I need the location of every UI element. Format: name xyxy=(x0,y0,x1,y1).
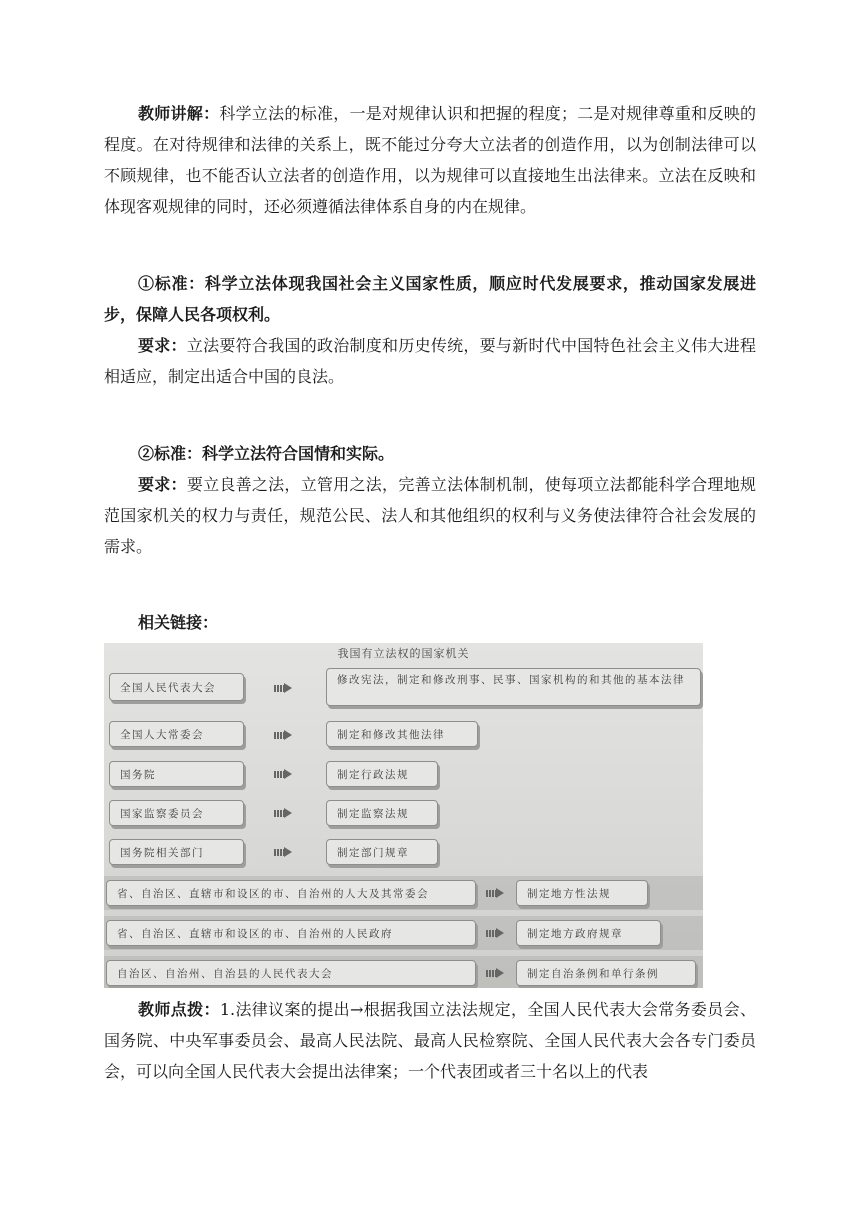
power-box: 制定自治条例和单行条例 xyxy=(516,960,696,986)
power-box: 制定和修改其他法律 xyxy=(326,721,478,747)
power-box: 制定监察法规 xyxy=(326,800,438,826)
related-links-label: 相关链接： xyxy=(138,613,219,632)
arrow-icon xyxy=(486,888,506,898)
organ-box: 省、自治区、直辖市和设区的市、自治州的人大及其常委会 xyxy=(106,880,476,906)
power-box: 制定行政法规 xyxy=(326,761,438,787)
requirement-2-label: 要求： xyxy=(138,475,187,494)
arrow-icon xyxy=(486,968,506,978)
teacher-explanation-text: 科学立法的标准，一是对规律认识和把握的程度；二是对规律尊重和反映的程度。在对待规律和法律的关系上，既不能过分夸大立法者的创造作用，以为创制法律可以不顾规律，也不能否认立法者的创造作用，以为规律可以直接地生出法律来。立法在反映和体现客观规律的同时，还必须遵循法律体系自身的内在规律。 xyxy=(104,104,756,216)
organ-box: 国务院 xyxy=(109,761,244,787)
standard-1-heading: ①标准：科学立法体现我国社会主义国家性质，顺应时代发展要求，推动国家发展进步，保障人民各项权利。 xyxy=(104,274,756,324)
requirement-1-text: 立法要符合我国的政治制度和历史传统，要与新时代中国特色社会主义伟大进程相适应，制定出适合中国的良法。 xyxy=(104,336,756,386)
teacher-tip-label: 教师点拨： xyxy=(138,1000,220,1019)
legislative-organs-chart-photo xyxy=(104,643,703,988)
arrow-icon xyxy=(486,928,506,938)
requirement-2-text: 要立良善之法，立管用之法，完善立法体制机制，使每项立法都能科学合理地规范国家机关的权力与责任，规范公民、法人和其他组织的权利与义务使法律符合社会发展的需求。 xyxy=(104,475,756,556)
chart-title: 我国有立法权的国家机关 xyxy=(337,647,470,660)
organ-box: 全国人民代表大会 xyxy=(109,673,244,701)
requirement-1-label: 要求： xyxy=(138,336,187,355)
organ-box: 全国人大常委会 xyxy=(109,721,244,747)
teacher-explanation-paragraph xyxy=(104,98,756,222)
organ-box: 自治区、自治州、自治县的人民代表大会 xyxy=(106,960,476,986)
standard-2-heading: ②标准：科学立法符合国情和实际。 xyxy=(138,444,395,463)
requirement-2-paragraph xyxy=(104,469,756,562)
arrow-icon xyxy=(274,808,294,818)
power-box: 修改宪法，制定和修改刑事、民事、国家机构的和其他的基本法律 xyxy=(326,668,701,706)
power-box: 制定部门规章 xyxy=(326,839,438,865)
arrow-icon xyxy=(274,769,294,779)
power-box: 制定地方性法规 xyxy=(516,880,648,906)
arrow-icon xyxy=(274,683,294,693)
organ-box: 国务院相关部门 xyxy=(109,839,244,865)
arrow-icon xyxy=(274,847,294,857)
organ-box: 省、自治区、直辖市和设区的市、自治州的人民政府 xyxy=(106,920,476,946)
power-box: 制定地方政府规章 xyxy=(516,920,661,946)
requirement-1-paragraph xyxy=(104,330,756,392)
teacher-explanation-label: 教师讲解： xyxy=(138,104,220,123)
organ-box: 国家监察委员会 xyxy=(109,800,244,826)
arrow-icon xyxy=(274,730,294,740)
teacher-tip-paragraph xyxy=(104,994,756,1087)
teacher-tip-text: 1.法律议案的提出→根据我国立法法规定，全国人民代表大会常务委员会、国务院、中央军事委员会、最高人民法院、最高人民检察院、全国人民代表大会各专门委员会，可以向全国人民代表大会提出法律案；一个代表团或者三十名以上的代表 xyxy=(104,1000,756,1081)
